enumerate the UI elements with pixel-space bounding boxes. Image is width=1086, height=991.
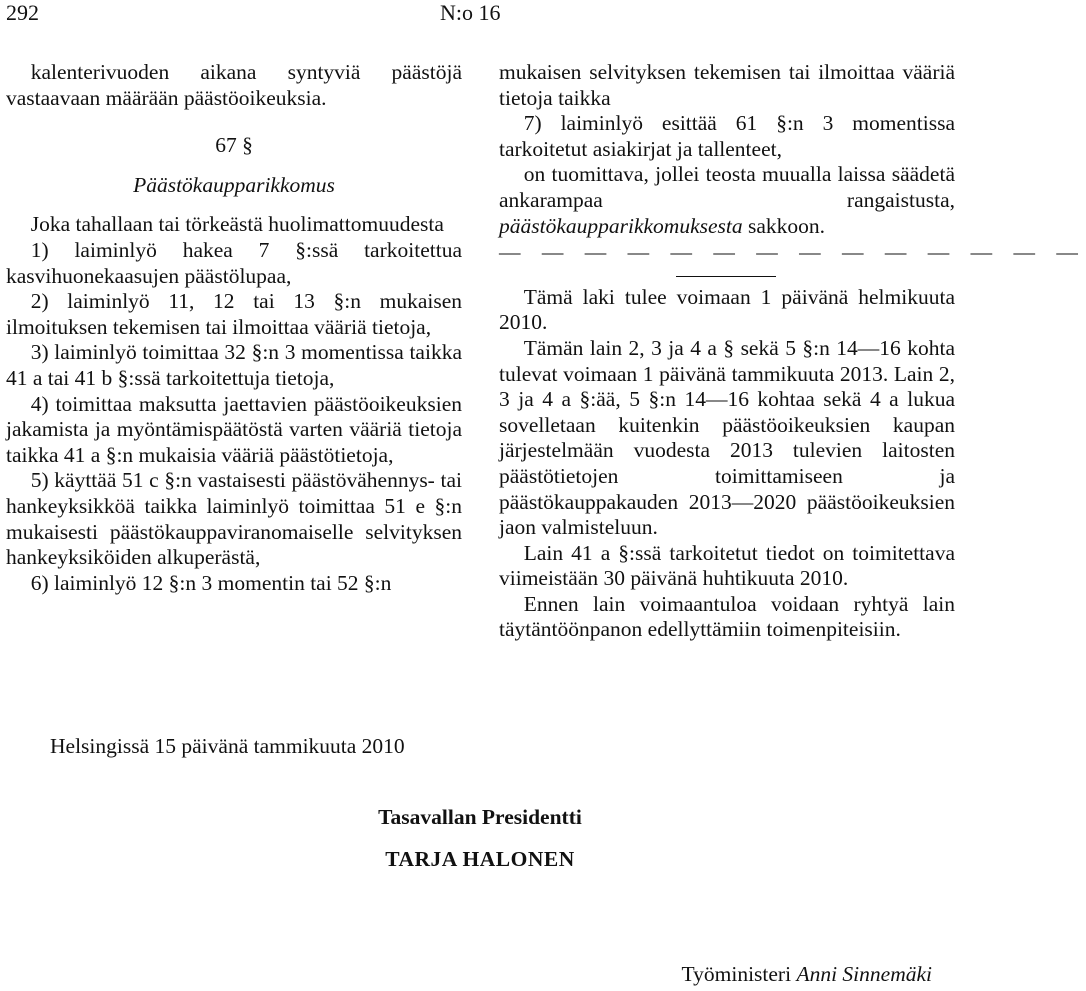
item-1: 1) laiminlyö hakea 7 §:ssä tarkoitettua kasvihuonekaasujen päästölupaa, bbox=[6, 237, 462, 288]
minister-name: Anni Sinnemäki bbox=[796, 962, 932, 986]
entry-into-force-2: Tämän lain 2, 3 ja 4 a § sekä 5 §:n 14—16 kohta tulevat voimaan 1 päivänä tammikuuta 2013. Lain 2, 3 ja 4 a §:ää, 5 §:n 14—16 kohtaa sekä 4 a lukua sovelletaan kuitenkin päästöoikeuksien kaupan järjestelmään vuodesta 2013 tulevien laitosten päästötietojen toimittamiseen ja päästökauppakauden 2013—2020 päästöoikeuksien jaon valmisteluun. bbox=[499, 335, 955, 540]
minister-title: Työministeri bbox=[681, 962, 792, 986]
item-6: 6) laiminlyö 12 §:n 3 momentin tai 52 §:n bbox=[30, 570, 392, 595]
intro-paragraph: kalenterivuoden aikana syntyviä päästöjä vastaavaan määrään päästöoikeuksia. bbox=[6, 60, 462, 110]
minister-signature bbox=[682, 962, 933, 987]
place-date: Helsingissä 15 päivänä tammikuuta 2010 bbox=[50, 734, 405, 758]
president-title: Tasavallan Presidentti bbox=[378, 805, 582, 829]
president-name: TARJA HALONEN bbox=[385, 847, 575, 871]
item-4: 4) toimittaa maksutta jaettavien päästöoikeuksien jakamista ja myöntämispäätöstä varten vääriä tietoja taikka 41 a §:n mukaisia vääriä päästötietoja, bbox=[6, 391, 462, 467]
page-number: 292 bbox=[6, 0, 39, 25]
left-column bbox=[6, 60, 462, 596]
short-rule bbox=[676, 276, 776, 277]
penalty-end: sakkoon. bbox=[748, 213, 826, 238]
item-5: 5) käyttää 51 c §:n vastaisesti päästövähennys- tai hankeyksikköä taikka laiminlyö toimittaa 51 e §:n mukaisesti päästökauppaviranomaiselle selvityksen hankeyksiköiden alkuperästä, bbox=[6, 468, 462, 570]
penalty-paragraph bbox=[499, 162, 955, 239]
item-3: 3) laiminlyö toimittaa 32 §:n 3 momentissa taikka 41 a tai 41 b §:ssä tarkoitettuja tietoja, bbox=[6, 340, 462, 390]
dash-divider: — — — — — — — — — — — — — — bbox=[499, 240, 1086, 265]
issue-number: N:o 16 bbox=[440, 0, 501, 25]
paragraph-1: Joka tahallaan tai törkeästä huolimattomuudesta bbox=[30, 212, 444, 237]
penalty-text: on tuomittava, jollei teosta muualla laissa säädetä ankarampaa rangaistusta, bbox=[499, 162, 955, 212]
entry-into-force-1: Tämä laki tulee voimaan 1 päivänä helmikuuta 2010. bbox=[499, 284, 955, 335]
item-2: 2) laiminlyö 11, 12 tai 13 §:n mukaisen ilmoituksen tekemisen tai ilmoittaa vääriä tietoja, bbox=[6, 289, 462, 339]
entry-into-force-4: Ennen lain voimaantuloa voidaan ryhtyä lain täytäntöönpanon edellyttämiin toimenpiteisiin. bbox=[499, 591, 955, 642]
penalty-term: päästökaupparikkomuksesta bbox=[499, 213, 743, 238]
section-heading: Päästökaupparikkomus bbox=[133, 172, 335, 197]
section-number: 67 § bbox=[215, 133, 253, 158]
continuation: mukaisen selvityksen tekemisen tai ilmoittaa vääriä tietoja taikka bbox=[499, 60, 955, 110]
right-column bbox=[499, 60, 1086, 643]
item-7: 7) laiminlyö esittää 61 §:n 3 momentissa tarkoitetut asiakirjat ja tallenteet, bbox=[499, 111, 955, 161]
entry-into-force-3: Lain 41 a §:ssä tarkoitetut tiedot on toimitettava viimeistään 30 päivänä huhtikuuta 2010. bbox=[499, 540, 955, 591]
